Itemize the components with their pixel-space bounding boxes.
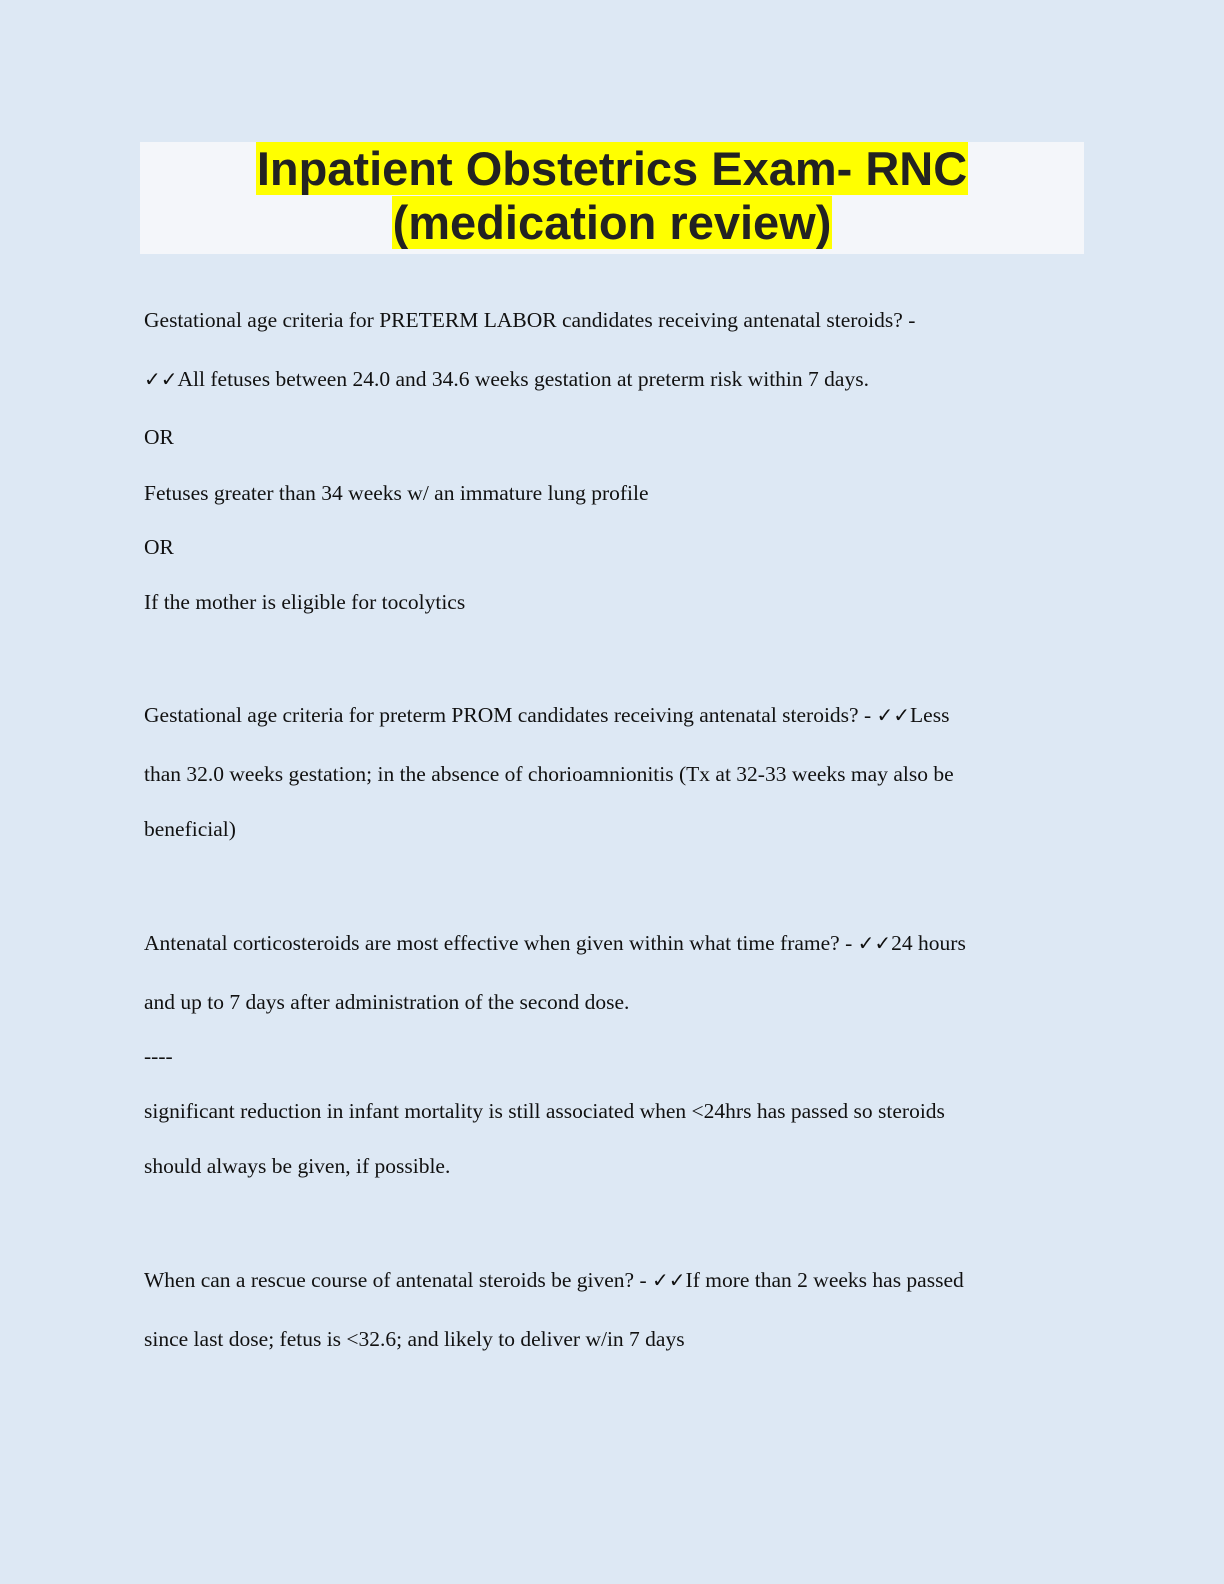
question-3: Antenatal corticosteroids are most effective when given within what time frame? - ✓✓24 hours xyxy=(144,931,966,955)
answer-1-line-5: If the mother is eligible for tocolytics xyxy=(144,590,466,614)
checkmark-icon: ✓✓ xyxy=(876,703,911,727)
answer-1-line-3: Fetuses greater than 34 weeks w/ an immature lung profile xyxy=(144,481,649,505)
answer-1-line-4: OR xyxy=(144,535,174,559)
answer-3-line-2: ---- xyxy=(144,1044,173,1068)
checkmark-icon: ✓✓ xyxy=(652,1268,686,1292)
answer-4-line-1: since last dose; fetus is <32.6; and likely to deliver w/in 7 days xyxy=(144,1327,685,1351)
answer-3-line-1: and up to 7 days after administration of the second dose. xyxy=(144,990,630,1014)
checkmark-icon: ✓✓ xyxy=(857,931,892,955)
title-line-2: (medication review) xyxy=(392,196,832,249)
answer-3-line-3: significant reduction in infant mortality is still associated when <24hrs has passed so steroids xyxy=(144,1099,945,1123)
title-line-1: Inpatient Obstetrics Exam- RNC xyxy=(256,142,968,195)
question-2: Gestational age criteria for preterm PROM candidates receiving antenatal steroids? - ✓✓Less xyxy=(144,703,950,727)
answer-1-line-2: OR xyxy=(144,425,174,449)
answer-1-line-1: ✓✓All fetuses between 24.0 and 34.6 weeks gestation at preterm risk within 7 days. xyxy=(144,367,869,391)
question-1: Gestational age criteria for PRETERM LABOR candidates receiving antenatal steroids? - xyxy=(144,308,916,332)
answer-3-line-4: should always be given, if possible. xyxy=(144,1154,451,1178)
checkmark-icon: ✓✓ xyxy=(144,367,178,391)
question-4: When can a rescue course of antenatal steroids be given? - ✓✓If more than 2 weeks has passed xyxy=(144,1268,964,1292)
answer-2-line-1: than 32.0 weeks gestation; in the absence of chorioamnionitis (Tx at 32-33 weeks may also be xyxy=(144,762,954,786)
document-title xyxy=(140,142,1084,254)
answer-2-line-2: beneficial) xyxy=(144,817,236,841)
